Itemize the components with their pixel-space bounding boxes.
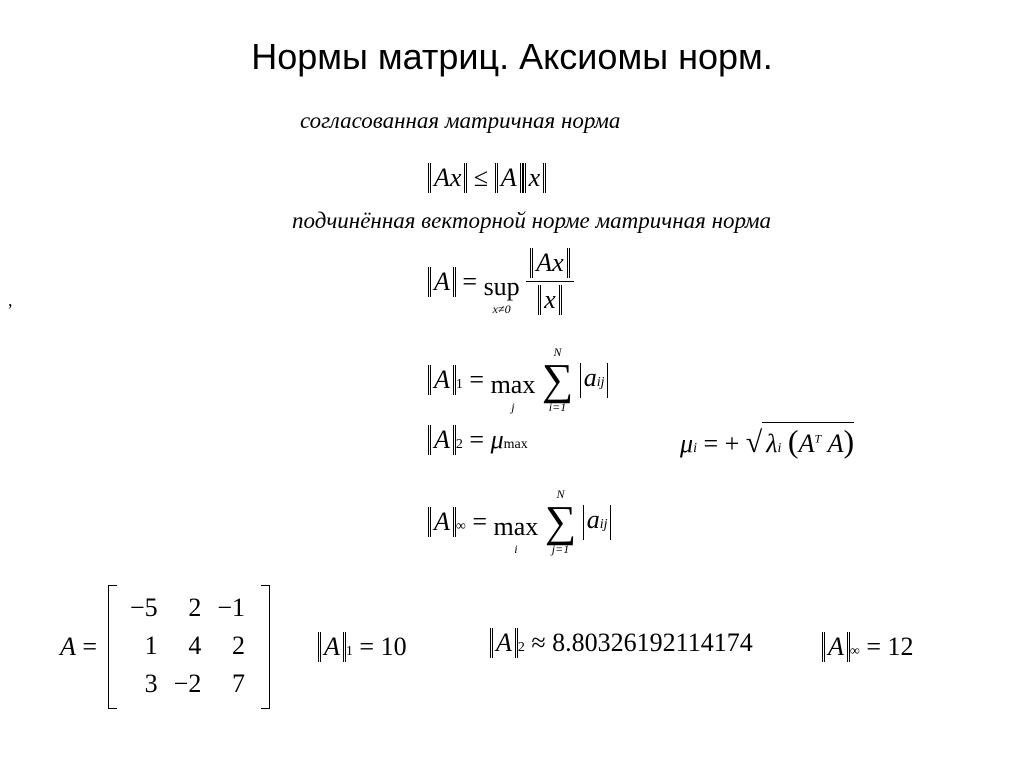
norm-ax: Ax [428,163,467,193]
caption-consistent-norm: согласованная матричная норма [300,108,621,133]
sum-lower-limit: j=1 [551,542,570,556]
matrix-a [108,585,270,709]
result-norm-1-value: 10 [380,632,407,661]
sum-lower-limit: i=1 [548,400,567,414]
a-term: a [586,504,600,534]
summation-sign: ∑ [544,497,577,546]
norm-1-subscript: 1 [455,377,463,392]
sqrt-sign: √ [745,426,763,459]
a-term-subscript: ij [599,516,608,532]
equals-sign: = [472,507,488,536]
matrix-right-bracket [261,585,270,709]
a-term-subscript: ij [596,374,605,390]
matrix-cell: 2 [232,631,246,660]
equals-sign: = [462,266,478,296]
formula-mu-definition: μi = + √ λi ($A^T$ A) [680,423,855,459]
a-transpose-base: A [798,429,815,458]
abs-a-ij [580,363,609,398]
result-norm-1-subscript: 1 [345,644,353,659]
lambda-subscript: i [777,441,782,456]
max-operator: max [490,369,536,399]
matrix-cell: −1 [217,593,246,622]
norm-a-2: A [428,425,456,455]
summation-sign: ∑ [541,355,574,404]
sum-upper-limit: N [556,487,565,501]
formula-norm-2 [428,425,528,455]
result-norm-infinity [822,632,914,662]
norm-x: x [523,163,547,193]
mu-symbol: μ [490,425,504,454]
norm-a-1: A [428,365,456,395]
formula-norm-1 [428,345,608,415]
matrix-name: A [60,632,76,661]
matrix-cell: −5 [130,593,158,622]
matrix-left-bracket [108,585,117,709]
stray-mark: , [8,290,13,310]
formula-norm-infinity [428,487,611,557]
result-norm-inf-subscript: ∞ [849,644,860,659]
result-norm-2-a: A [490,628,518,658]
sup-operator: sup [483,272,520,301]
matrix-a-label [60,632,97,662]
result-norm-2-relation: ≈ [531,628,546,657]
abs-a-ij [583,505,612,540]
result-norm-inf-value: 12 [887,632,914,661]
matrix-row [122,627,253,665]
result-norm-inf-a: A [822,632,850,662]
result-norm-2 [490,628,753,658]
a-term: a [583,362,597,392]
result-norm-1 [318,632,407,662]
matrix-a-entries [122,589,253,703]
equals-sign: = [469,365,485,394]
mu-i-subscript: i [693,441,697,456]
equals-plus-sign: = + [703,429,740,458]
a-matrix-symbol: A [827,429,844,458]
max-index: i [514,541,518,556]
result-norm-1-relation: = [359,632,375,661]
matrix-equals: = [82,632,98,661]
mu-i-symbol: μ [680,429,694,458]
formula-sup-definition [428,246,574,317]
lambda-symbol: λ [766,429,778,458]
page-title: Нормы матриц. Аксиомы норм. [251,36,773,77]
matrix-cell: −2 [173,669,202,698]
max-index: j [511,399,515,414]
leq-sign: ≤ [473,163,489,192]
norm-a: A [495,163,523,193]
result-norm-2-value: 8.80326192114174 [552,628,753,657]
result-norm-inf-relation: = [866,632,882,661]
matrix-row [122,665,253,703]
matrix-cell: 4 [188,631,202,660]
matrix-cell: 3 [144,669,158,698]
sup-condition: x≠0 [492,302,511,316]
norm-2-subscript: 2 [455,437,463,452]
formula-consistency [428,163,546,193]
norm-x-denominator: x [538,285,562,315]
matrix-cell: 7 [232,669,246,698]
norm-ax-numerator: Ax [530,248,569,278]
sum-upper-limit: N [553,345,562,359]
caption-subordinate-norm: подчинённая векторной норме матричная норма [292,208,772,233]
matrix-cell: 2 [188,593,202,622]
max-operator: max [493,511,539,541]
result-norm-2-subscript: 2 [517,640,525,655]
mu-max-subscript: max [503,437,528,452]
transpose-mark: T [814,431,822,446]
norm-a-inf: A [428,507,456,537]
matrix-row [122,589,253,627]
norm-a-lhs: A [428,267,456,297]
matrix-cell: 1 [144,631,158,660]
norm-inf-subscript: ∞ [455,519,466,534]
result-norm-1-a: A [318,632,346,662]
equals-sign: = [469,425,485,454]
